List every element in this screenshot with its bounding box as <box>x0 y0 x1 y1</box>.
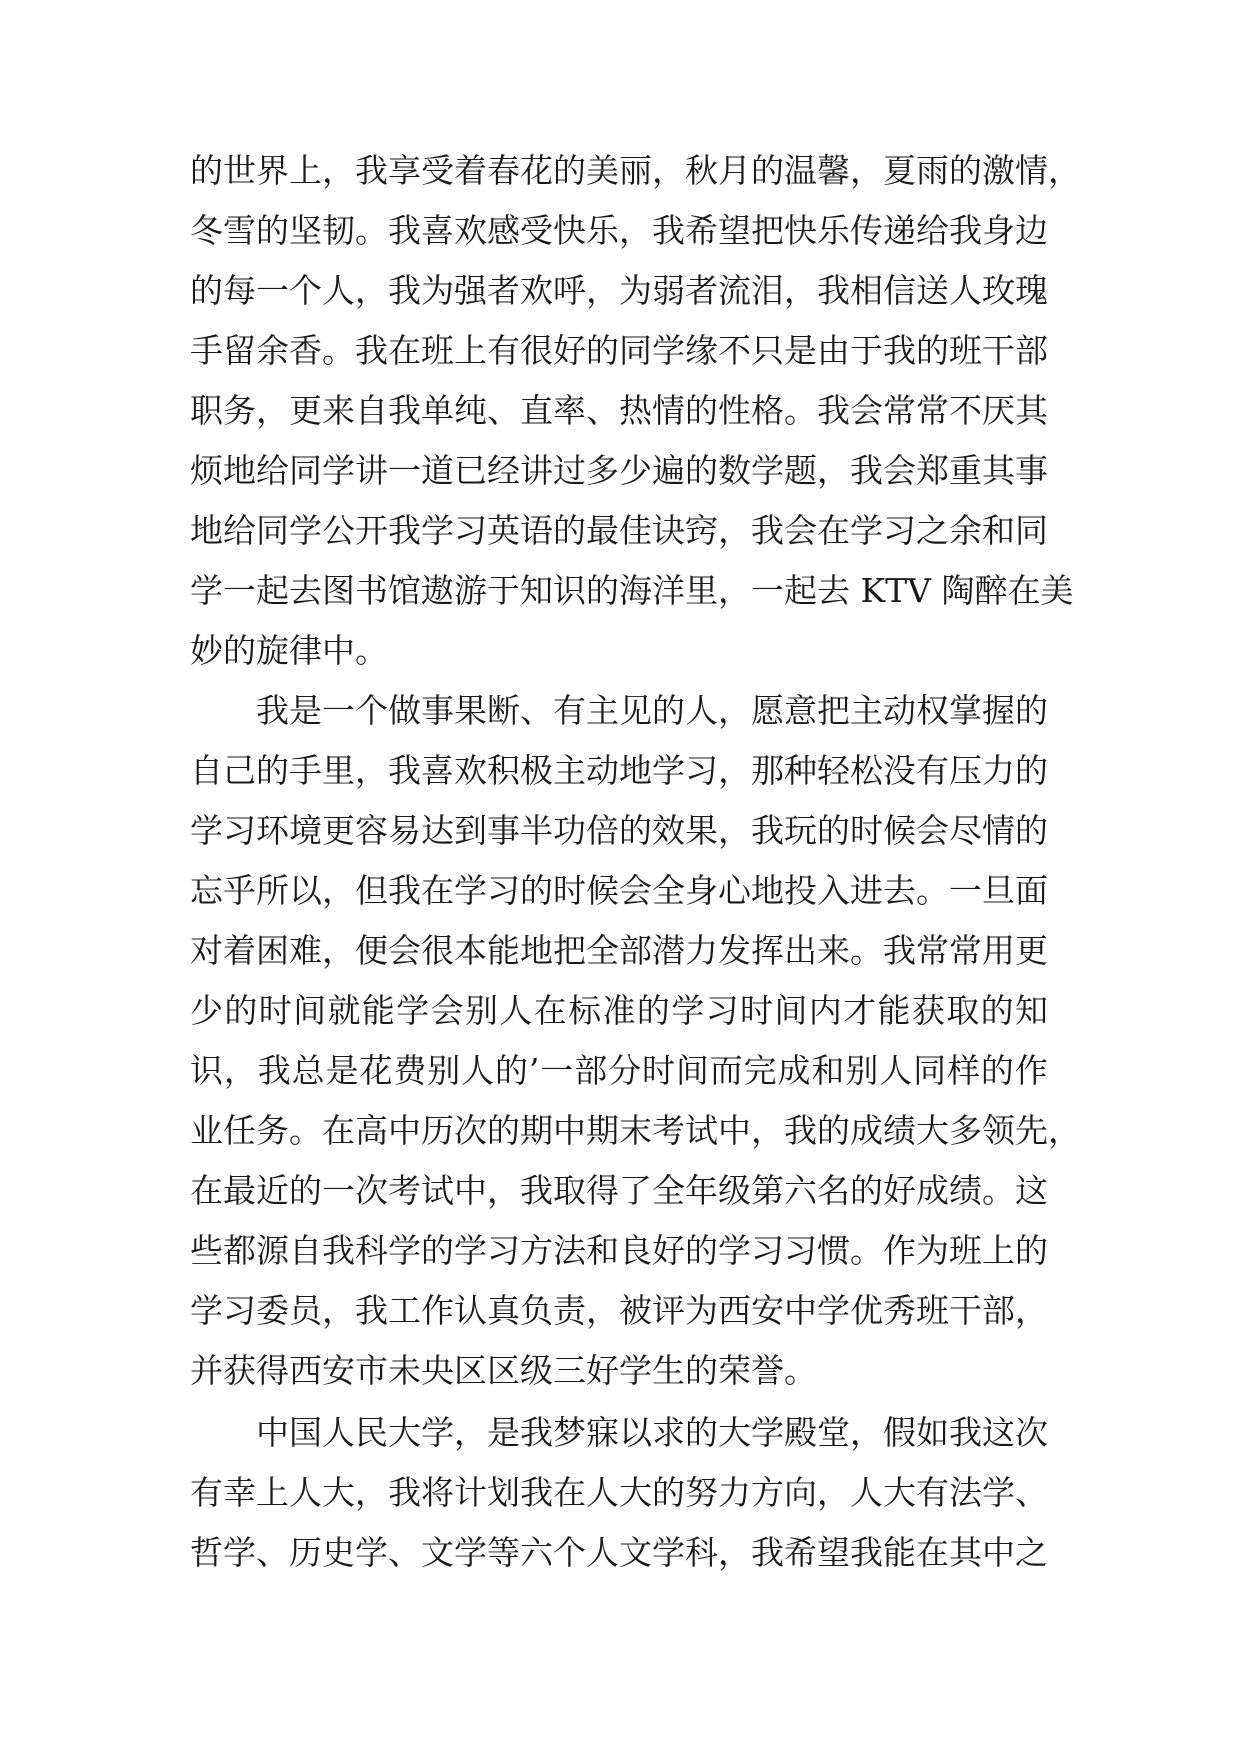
text-line: 自 己 的 手 里 ， 我 喜 欢 积 极 主 动 地 学 习 ， 那 种 轻 松 没 有 压 力 的 <box>190 751 1048 790</box>
text-line: 烦 地 给 同 学 讲 一 道 已 经 讲 过 多 少 遍 的 数 学 题 ， 我 会 郑 重 其 事 <box>190 451 1048 490</box>
text-line: 的 世 界 上 ， 我 享 受 着 春 花 的 美 丽 ， 秋 月 的 温 馨 ， 夏 雨 的 激 情 ， <box>190 151 1081 190</box>
text-line: 业 任 务 。 在 高 中 历 次 的 期 中 期 末 考 试 中 ， 我 的 成 绩 大 多 领 先 ， <box>190 1111 1081 1150</box>
text-line: 的 每 一 个 人 ， 我 为 强 者 欢 呼 ， 为 弱 者 流 泪 ， 我 相 信 送 人 玫 瑰 <box>190 271 1048 310</box>
text-line: 哲 学 、 历 史 学 、 文 学 等 六 个 人 文 学 科 ， 我 希 望 我 能 在 其 中 之 <box>190 1533 1048 1572</box>
text-line: 学 习 委 员 ， 我 工 作 认 真 负 责 ， 被 评 为 西 安 中 学 优 秀 班 干 部 ， <box>190 1291 1048 1330</box>
text-line: 少 的 时 间 就 能 学 会 别 人 在 标 准 的 学 习 时 间 内 才 能 获 取 的 知 <box>190 991 1048 1030</box>
paragraph-first-line: 中 国 人 民 大 学 ， 是 我 梦 寐 以 求 的 大 学 殿 堂 ， 假 如 我 这 次 <box>256 1413 1048 1452</box>
text-line: 对 着 困 难 ， 便 会 很 本 能 地 把 全 部 潜 力 发 挥 出 来 。 我 常 常 用 更 <box>190 931 1048 970</box>
text-line: 学 一 起 去 图 书 馆 遨 游 于 知 识 的 海 洋 里 ， 一 起 去 K T V 陶 醉 在 美 <box>190 571 1074 610</box>
paragraph-first-line: 我 是 一 个 做 事 果 断 、 有 主 见 的 人 ， 愿 意 把 主 动 权 掌 握 的 <box>256 691 1048 730</box>
text-line: 些 都 源 自 我 科 学 的 学 习 方 法 和 良 好 的 学 习 习 惯 。 作 为 班 上 的 <box>190 1231 1048 1270</box>
text-line: 并获得西安市未央区区级三好学生的荣誉。 <box>190 1351 817 1390</box>
text-line: 有 幸 上 人 大 ， 我 将 计 划 我 在 人 大 的 努 力 方 向 ， 人 大 有 法 学 、 <box>190 1473 1048 1512</box>
text-line: 职 务 ， 更 来 自 我 单 纯 、 直 率 、 热 情 的 性 格 。 我 会 常 常 不 厌 其 <box>190 391 1048 430</box>
text-line: 冬 雪 的 坚 韧 。 我 喜 欢 感 受 快 乐 ， 我 希 望 把 快 乐 传 递 给 我 身 边 <box>190 211 1048 250</box>
text-line: 识 ， 我 总 是 花 费 别 人 的 ’ 一 部 分 时 间 而 完 成 和 别 人 同 样 的 作 <box>190 1051 1048 1090</box>
text-line: 忘 乎 所 以 ， 但 我 在 学 习 的 时 候 会 全 身 心 地 投 入 进 去 。 一 旦 面 <box>190 871 1048 910</box>
text-line: 妙的旋律中。 <box>190 631 388 670</box>
text-line: 学 习 环 境 更 容 易 达 到 事 半 功 倍 的 效 果 ， 我 玩 的 时 候 会 尽 情 的 <box>190 811 1048 850</box>
text-line: 手 留 余 香 。 我 在 班 上 有 很 好 的 同 学 缘 不 只 是 由 于 我 的 班 干 部 <box>190 331 1048 370</box>
text-line: 在 最 近 的 一 次 考 试 中 ， 我 取 得 了 全 年 级 第 六 名 的 好 成 绩 。 这 <box>190 1171 1048 1210</box>
text-line: 地 给 同 学 公 开 我 学 习 英 语 的 最 佳 诀 窍 ， 我 会 在 学 习 之 余 和 同 <box>190 511 1048 550</box>
